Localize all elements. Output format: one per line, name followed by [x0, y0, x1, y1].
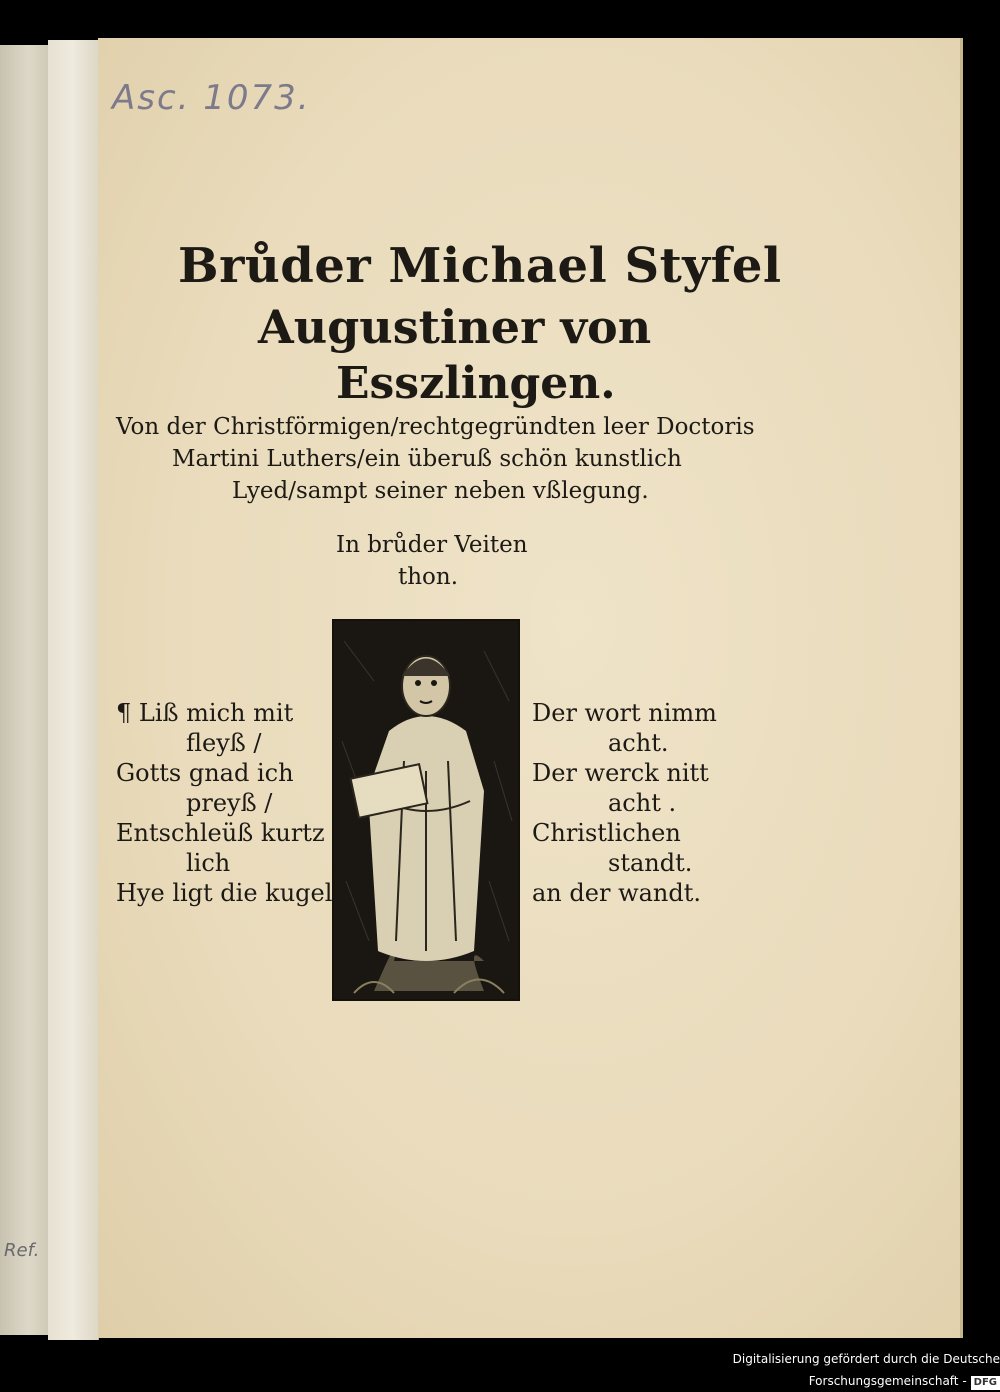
- melody-line-2: thon.: [398, 564, 459, 590]
- verse-right-line: acht .: [608, 789, 677, 817]
- verse-right-line: standt.: [608, 849, 693, 877]
- binding-edge: [0, 45, 48, 1335]
- margin-note: Ref.: [4, 1240, 40, 1261]
- verse-right-line: Der werck nitt: [532, 759, 709, 787]
- subtitle-line-2: Martini Luthers/ein überuß schön kunstlich: [172, 446, 682, 472]
- verse-left-line: lich: [186, 849, 231, 877]
- funding-footer: [600, 1348, 1000, 1388]
- verse-right-line: Christlichen: [532, 819, 681, 847]
- title-line-2: Augustiner von: [258, 300, 652, 354]
- dfg-logo: DFG: [971, 1376, 1000, 1390]
- verse-left-line: Gotts gnad ich: [116, 759, 294, 787]
- title-line-3: Esszlingen.: [336, 358, 616, 409]
- melody-line-1: In brůder Veiten: [336, 532, 528, 558]
- subtitle-line-3: Lyed/sampt seiner neben vßlegung.: [232, 478, 649, 504]
- woodcut-monk-icon: [334, 621, 518, 999]
- woodcut-monk-image: [332, 619, 520, 1001]
- verse-right-line: acht.: [608, 729, 669, 757]
- title-line-1: Brůder Michael Styfel: [178, 238, 782, 294]
- verse-right-line: Der wort nimm: [532, 699, 717, 727]
- verse-left-line: ¶ Liß mich mit: [116, 699, 294, 727]
- verse-left-line: Entschleüß kurtz: [116, 819, 325, 847]
- title-page: [98, 38, 963, 1338]
- paper-strip: [48, 40, 99, 1340]
- verse-left-line: Hye ligt die kugel: [116, 879, 333, 907]
- verse-left-column: [116, 698, 332, 908]
- footer-text: Digitalisierung gefördert durch die Deutsche Forschungsgemeinschaft -: [732, 1352, 1000, 1388]
- shelfmark: Asc. 1073.: [112, 78, 311, 118]
- subtitle-line-1: Von der Christförmigen/rechtgegründten leer Doctoris: [116, 414, 755, 440]
- verse-left-line: preyß /: [186, 789, 273, 817]
- verse-right-line: an der wandt.: [532, 879, 702, 907]
- verse-left-line: fleyß /: [186, 729, 262, 757]
- verse-right-column: [532, 698, 717, 908]
